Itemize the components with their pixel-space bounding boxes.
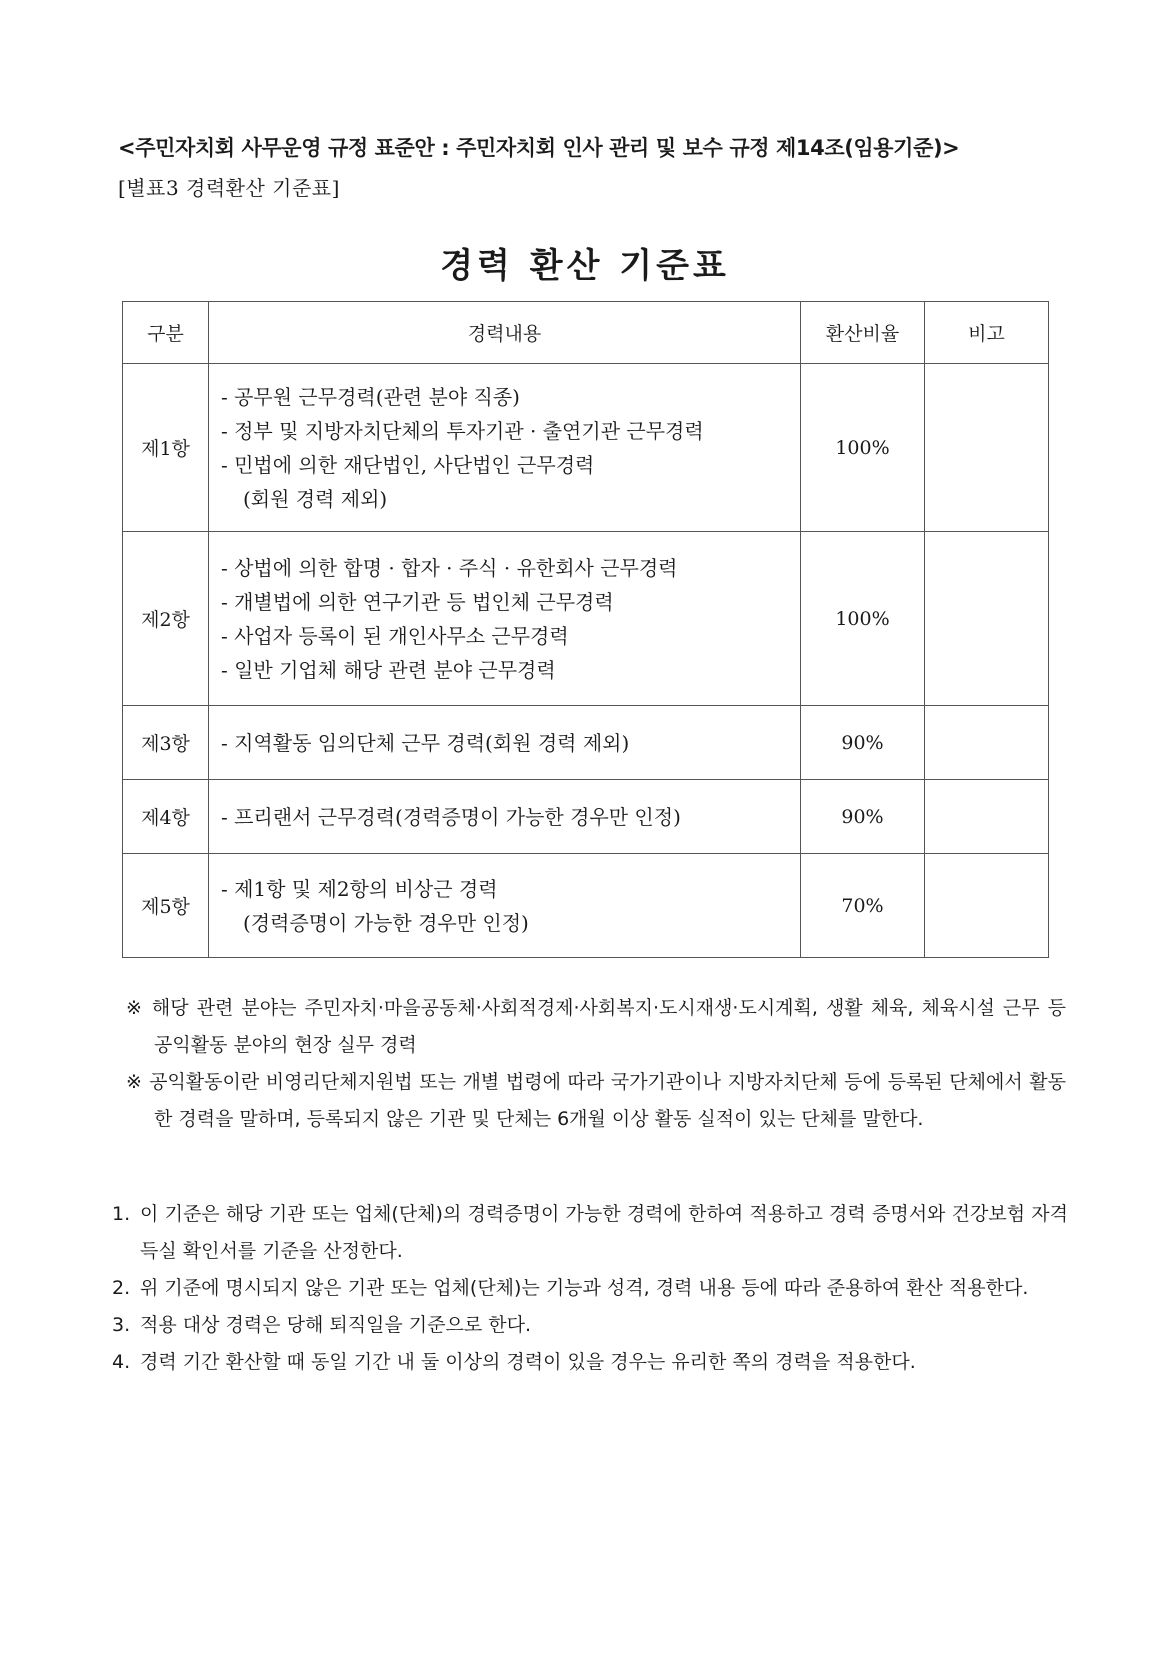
content-line: - 공무원 근무경력(관련 분야 직종) [221,384,520,409]
content-line: (회원 경력 제외) [243,486,388,511]
content-line: - 제1항 및 제2항의 비상근 경력 [221,876,498,901]
row-remark [925,854,1049,958]
career-conversion-table [122,301,1049,958]
notes-section [126,990,1066,1138]
row-remark [925,364,1049,532]
note-item: ※ 공익활동이란 비영리단체지원법 또는 개별 법령에 따라 국가기관이나 지방자치단체 등에 등록된 단체에서 활동한 경력을 말하며, 등록되지 않은 기관 및 단체는 6개월 이상 활동 실적이 있는 단체를 말한다. [126,1071,1066,1130]
rule-number: 1. [112,1203,131,1225]
row-category: 제5항 [123,854,209,958]
content-line: - 민법에 의한 재단법인, 사단법인 근무경력 [221,452,595,477]
content-line: - 개별법에 의한 연구기관 등 법인체 근무경력 [221,589,614,614]
header-ratio: 환산비율 [801,302,925,364]
row-ratio: 70% [801,854,925,958]
rule-number: 3. [112,1314,131,1336]
rule-item [112,1344,1068,1381]
content-line: - 사업자 등록이 된 개인사무소 근무경력 [221,623,569,648]
table-row [123,532,1049,706]
row-content [209,854,801,958]
row-remark [925,706,1049,780]
page-title: 경력 환산 기준표 [440,246,730,286]
row-category: 제4항 [123,780,209,854]
annex-label: [별표3 경력환산 기준표] [118,176,340,200]
rule-number: 2. [112,1277,131,1299]
rule-item [112,1196,1068,1270]
content-line: (경력증명이 가능한 경우만 인정) [243,910,529,935]
content-line: - 지역활동 임의단체 근무 경력(회원 경력 제외) [221,730,630,755]
header-remark: 비고 [925,302,1049,364]
rule-text: 적용 대상 경력은 당해 퇴직일을 기준으로 한다. [140,1314,532,1336]
content-line: - 일반 기업체 해당 관련 분야 근무경력 [221,657,556,682]
rule-number: 4. [112,1351,131,1373]
row-content [209,780,801,854]
table-row [123,364,1049,532]
row-category: 제2항 [123,532,209,706]
row-content [209,532,801,706]
table-row [123,706,1049,780]
rules-list [112,1196,1068,1381]
row-content [209,364,801,532]
row-ratio: 100% [801,532,925,706]
content-line: - 정부 및 지방자치단체의 투자기관 · 출연기관 근무경력 [221,418,704,443]
row-ratio: 90% [801,706,925,780]
table-header-row [123,302,1049,364]
rule-text: 이 기준은 해당 기관 또는 업체(단체)의 경력증명이 가능한 경력에 한하여 적용하고 경력 증명서와 건강보험 자격 득실 확인서를 기준을 산정한다. [140,1203,1068,1262]
rule-text: 경력 기간 환산할 때 동일 기간 내 둘 이상의 경력이 있을 경우는 유리한 쪽의 경력을 적용한다. [140,1351,916,1373]
document-header [118,132,1078,201]
row-category: 제3항 [123,706,209,780]
rule-item [112,1270,1068,1307]
row-ratio: 90% [801,780,925,854]
content-line: - 상법에 의한 합명 · 합자 · 주식 · 유한회사 근무경력 [221,555,678,580]
note-item: ※ 해당 관련 분야는 주민자치·마을공동체·사회적경제·사회복지·도시재생·도시계획, 생활 체육, 체육시설 근무 등 공익활동 분야의 현장 실무 경력 [126,997,1066,1056]
header-content: 경력내용 [209,302,801,364]
row-remark [925,532,1049,706]
row-content [209,706,801,780]
rule-item [112,1307,1068,1344]
row-ratio: 100% [801,364,925,532]
row-remark [925,780,1049,854]
table-row [123,854,1049,958]
rule-text: 위 기준에 명시되지 않은 기관 또는 업체(단체)는 기능과 성격, 경력 내용 등에 따라 준용하여 환산 적용한다. [140,1277,1029,1299]
regulation-title: <주민자치회 사무운영 규정 표준안 : 주민자치회 인사 관리 및 보수 규정 제14조(임용기준)> [118,136,960,160]
table-row [123,780,1049,854]
content-line: - 프리랜서 근무경력(경력증명이 가능한 경우만 인정) [221,804,681,829]
row-category: 제1항 [123,364,209,532]
header-category: 구분 [123,302,209,364]
